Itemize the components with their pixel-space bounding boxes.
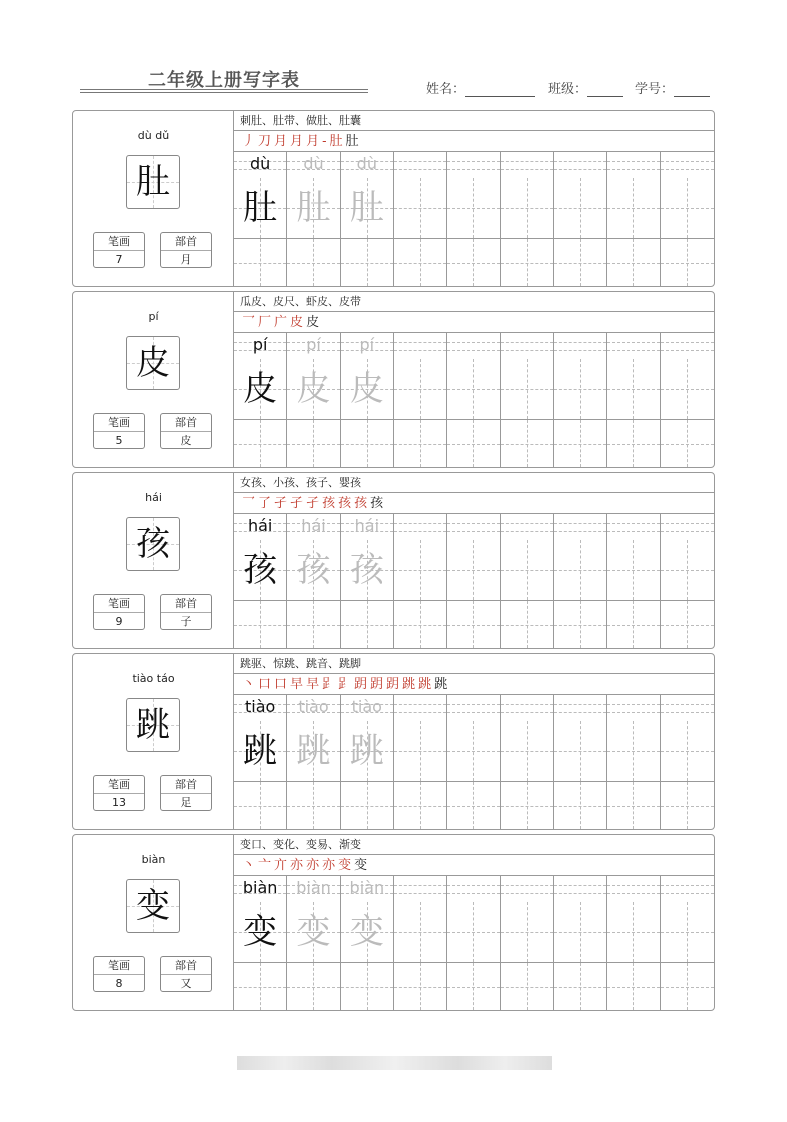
grid-character: 孩 bbox=[349, 550, 384, 590]
character-display bbox=[126, 698, 180, 752]
radical-box bbox=[160, 232, 212, 268]
title-underline bbox=[80, 89, 368, 90]
character-card bbox=[72, 291, 715, 468]
character-pinyin: pí bbox=[148, 310, 159, 323]
writing-cell[interactable] bbox=[501, 514, 554, 600]
grid-pinyin: dù bbox=[356, 154, 377, 173]
writing-cell[interactable] bbox=[607, 963, 660, 1010]
practice-panel bbox=[234, 292, 714, 467]
stroke-step: 丿 bbox=[242, 134, 259, 149]
character-glyph: 变 bbox=[136, 886, 170, 926]
stroke-step: 月- bbox=[306, 134, 330, 149]
character-display bbox=[126, 517, 180, 571]
stroke-step: 亣 bbox=[274, 858, 291, 873]
writing-cell[interactable] bbox=[287, 239, 340, 286]
stroke-count-value: 7 bbox=[115, 253, 123, 266]
writing-cell[interactable] bbox=[607, 695, 660, 781]
grid-row-pinyin bbox=[234, 152, 714, 238]
character-card bbox=[72, 472, 715, 649]
grid-row-blank bbox=[234, 238, 714, 286]
grid-character: 皮 bbox=[243, 369, 278, 409]
stroke-step: 跀 bbox=[370, 677, 387, 692]
writing-cell[interactable] bbox=[607, 601, 660, 648]
radical-label: 部首 bbox=[161, 957, 211, 975]
stroke-count-box bbox=[93, 232, 145, 268]
writing-cell[interactable] bbox=[234, 152, 287, 238]
writing-cell[interactable] bbox=[394, 876, 447, 962]
stroke-step: 跀 bbox=[354, 677, 371, 692]
writing-cell[interactable] bbox=[607, 239, 660, 286]
radical-box bbox=[160, 775, 212, 811]
grid-pinyin: tiào bbox=[245, 697, 276, 716]
character-card bbox=[72, 653, 715, 830]
writing-cell[interactable] bbox=[501, 695, 554, 781]
stroke-count-label: 笔画 bbox=[94, 414, 144, 432]
writing-cell[interactable] bbox=[554, 514, 607, 600]
writing-cell[interactable] bbox=[341, 420, 394, 467]
writing-cell[interactable] bbox=[341, 514, 394, 600]
grid-pinyin: biàn bbox=[296, 878, 331, 897]
writing-cell[interactable] bbox=[554, 695, 607, 781]
character-glyph: 肚 bbox=[136, 162, 170, 202]
stroke-step: 孩 bbox=[354, 496, 371, 511]
stroke-step: 了 bbox=[258, 496, 275, 511]
stroke-step: 变 bbox=[338, 858, 355, 873]
stroke-step: 孩 bbox=[338, 496, 355, 511]
stroke-step: 口 bbox=[274, 677, 291, 692]
writing-cell[interactable] bbox=[661, 514, 714, 600]
practice-panel bbox=[234, 835, 714, 1010]
stroke-count-box bbox=[93, 775, 145, 811]
writing-cell[interactable] bbox=[661, 601, 714, 648]
writing-cell[interactable] bbox=[447, 601, 500, 648]
writing-cell[interactable] bbox=[554, 876, 607, 962]
writing-cell[interactable] bbox=[341, 333, 394, 419]
title-underline-double bbox=[80, 92, 368, 93]
radical-box bbox=[160, 413, 212, 449]
writing-cell[interactable] bbox=[234, 420, 287, 467]
grid-pinyin: tiào bbox=[351, 697, 382, 716]
writing-cell[interactable] bbox=[287, 782, 340, 829]
writing-cell[interactable] bbox=[394, 239, 447, 286]
grid-character: 皮 bbox=[296, 369, 331, 409]
writing-cell[interactable] bbox=[394, 514, 447, 600]
grid-character: 变 bbox=[296, 912, 331, 952]
grid-character: 肚 bbox=[296, 188, 331, 228]
example-words: 刺肚、肚带、做肚、肚囊 bbox=[234, 111, 714, 131]
example-words: 瓜皮、皮尺、虾皮、皮带 bbox=[234, 292, 714, 312]
character-pinyin: tiào táo bbox=[132, 672, 175, 685]
stroke-count-box bbox=[93, 594, 145, 630]
grid-pinyin: dù bbox=[250, 154, 271, 173]
radical-value: 月 bbox=[180, 253, 192, 266]
stroke-order bbox=[234, 312, 714, 333]
stroke-step: 月 bbox=[290, 134, 307, 149]
writing-grid bbox=[234, 333, 714, 467]
writing-cell[interactable] bbox=[394, 963, 447, 1010]
stroke-count-box bbox=[93, 956, 145, 992]
grid-row-pinyin bbox=[234, 876, 714, 962]
writing-cell[interactable] bbox=[341, 782, 394, 829]
writing-cell[interactable] bbox=[661, 876, 714, 962]
writing-cell[interactable] bbox=[394, 782, 447, 829]
stroke-order bbox=[234, 493, 714, 514]
character-display bbox=[126, 336, 180, 390]
page-header bbox=[80, 62, 715, 102]
writing-cell[interactable] bbox=[394, 420, 447, 467]
character-card bbox=[72, 834, 715, 1011]
stroke-step: 孑 bbox=[306, 496, 323, 511]
page-title: 二年级上册写字表 bbox=[148, 70, 300, 91]
writing-cell[interactable] bbox=[287, 514, 340, 600]
stroke-step: 亦 bbox=[322, 858, 339, 873]
character-info-panel bbox=[73, 292, 234, 467]
writing-cell[interactable] bbox=[234, 782, 287, 829]
grid-row-pinyin bbox=[234, 333, 714, 419]
writing-cell[interactable] bbox=[501, 782, 554, 829]
writing-grid bbox=[234, 514, 714, 648]
grid-pinyin: pí bbox=[306, 335, 321, 354]
stroke-step: 丶 bbox=[242, 677, 259, 692]
number-field[interactable] bbox=[635, 78, 710, 97]
writing-cell[interactable] bbox=[447, 514, 500, 600]
character-info-panel bbox=[73, 473, 234, 648]
radical-label: 部首 bbox=[161, 414, 211, 432]
character-card bbox=[72, 110, 715, 287]
writing-cell[interactable] bbox=[341, 152, 394, 238]
writing-cell[interactable] bbox=[447, 152, 500, 238]
character-pinyin: biàn bbox=[141, 853, 166, 866]
writing-cell[interactable] bbox=[234, 239, 287, 286]
stroke-step: 早 bbox=[290, 677, 307, 692]
writing-cell[interactable] bbox=[234, 514, 287, 600]
stroke-step: 孩 bbox=[322, 496, 339, 511]
stroke-step: 亦 bbox=[290, 858, 307, 873]
radical-label: 部首 bbox=[161, 776, 211, 794]
grid-character: 皮 bbox=[349, 369, 384, 409]
grid-row-pinyin bbox=[234, 695, 714, 781]
writing-cell[interactable] bbox=[607, 876, 660, 962]
stroke-count-label: 笔画 bbox=[94, 233, 144, 251]
writing-cell[interactable] bbox=[341, 239, 394, 286]
character-info-panel bbox=[73, 835, 234, 1010]
radical-label: 部首 bbox=[161, 233, 211, 251]
writing-cell[interactable] bbox=[447, 963, 500, 1010]
writing-cell[interactable] bbox=[501, 601, 554, 648]
writing-cell[interactable] bbox=[341, 695, 394, 781]
radical-value: 足 bbox=[180, 796, 192, 809]
writing-cell[interactable] bbox=[661, 239, 714, 286]
writing-cell[interactable] bbox=[394, 152, 447, 238]
stroke-count-label: 笔画 bbox=[94, 957, 144, 975]
stroke-step: 肚 bbox=[345, 134, 362, 149]
writing-grid bbox=[234, 695, 714, 829]
stroke-step: 𧾷 bbox=[338, 677, 355, 692]
writing-cell[interactable] bbox=[501, 876, 554, 962]
practice-panel bbox=[234, 473, 714, 648]
stroke-step: 亦 bbox=[306, 858, 323, 873]
stroke-count-box bbox=[93, 413, 145, 449]
grid-character: 跳 bbox=[243, 731, 278, 771]
stroke-order bbox=[234, 131, 714, 152]
radical-box bbox=[160, 594, 212, 630]
stroke-count-value: 5 bbox=[115, 434, 123, 447]
writing-cell[interactable] bbox=[607, 152, 660, 238]
stroke-step: 孑 bbox=[290, 496, 307, 511]
stroke-step: 乛 bbox=[242, 496, 259, 511]
writing-cell[interactable] bbox=[287, 963, 340, 1010]
grid-character: 变 bbox=[243, 912, 278, 952]
radical-label: 部首 bbox=[161, 595, 211, 613]
stroke-count-label: 笔画 bbox=[94, 776, 144, 794]
writing-cell[interactable] bbox=[554, 601, 607, 648]
stroke-count-label: 笔画 bbox=[94, 595, 144, 613]
grid-pinyin: hái bbox=[354, 516, 380, 535]
writing-cell[interactable] bbox=[554, 239, 607, 286]
writing-cell[interactable] bbox=[341, 601, 394, 648]
writing-cell[interactable] bbox=[501, 420, 554, 467]
grid-pinyin: pí bbox=[252, 335, 268, 354]
grid-row-blank bbox=[234, 781, 714, 829]
writing-cell[interactable] bbox=[234, 963, 287, 1010]
grid-character: 孩 bbox=[296, 550, 331, 590]
name-field[interactable] bbox=[426, 78, 535, 97]
stroke-count-value: 8 bbox=[115, 977, 123, 990]
writing-cell[interactable] bbox=[234, 876, 287, 962]
writing-cell[interactable] bbox=[554, 963, 607, 1010]
stroke-step: 变 bbox=[354, 858, 371, 873]
example-words: 变口、变化、变易、渐变 bbox=[234, 835, 714, 855]
grid-character: 孩 bbox=[243, 550, 278, 590]
writing-cell[interactable] bbox=[341, 876, 394, 962]
stroke-step: 跳 bbox=[418, 677, 435, 692]
writing-cell[interactable] bbox=[501, 963, 554, 1010]
writing-cell[interactable] bbox=[287, 152, 340, 238]
writing-cell[interactable] bbox=[607, 333, 660, 419]
character-display bbox=[126, 879, 180, 933]
character-display bbox=[126, 155, 180, 209]
grid-row-blank bbox=[234, 962, 714, 1010]
writing-cell[interactable] bbox=[394, 695, 447, 781]
class-label: 班级： bbox=[548, 82, 588, 97]
stroke-step: 厂 bbox=[258, 315, 275, 330]
writing-cell[interactable] bbox=[554, 782, 607, 829]
class-blank[interactable] bbox=[587, 83, 623, 97]
writing-cell[interactable] bbox=[554, 333, 607, 419]
grid-pinyin: hái bbox=[247, 516, 273, 535]
grid-pinyin: dù bbox=[303, 154, 324, 173]
name-label: 姓名： bbox=[426, 82, 466, 97]
grid-row-pinyin bbox=[234, 514, 714, 600]
number-label: 学号： bbox=[635, 82, 675, 97]
writing-cell[interactable] bbox=[447, 239, 500, 286]
writing-grid bbox=[234, 876, 714, 1010]
writing-cell[interactable] bbox=[234, 695, 287, 781]
stroke-step: 孑 bbox=[274, 496, 291, 511]
writing-cell[interactable] bbox=[447, 333, 500, 419]
writing-cell[interactable] bbox=[661, 333, 714, 419]
character-pinyin: dù dǔ bbox=[137, 129, 170, 142]
grid-character: 肚 bbox=[349, 188, 384, 228]
grid-pinyin: tiào bbox=[298, 697, 329, 716]
stroke-step: 𧾷 bbox=[322, 677, 339, 692]
class-field[interactable] bbox=[548, 78, 623, 97]
writing-cell[interactable] bbox=[394, 333, 447, 419]
grid-row-blank bbox=[234, 600, 714, 648]
character-glyph: 跳 bbox=[136, 705, 170, 745]
character-glyph: 皮 bbox=[136, 343, 170, 383]
writing-cell[interactable] bbox=[501, 333, 554, 419]
writing-cell[interactable] bbox=[661, 695, 714, 781]
writing-cell[interactable] bbox=[661, 152, 714, 238]
grid-character: 肚 bbox=[243, 188, 278, 228]
stroke-count-value: 9 bbox=[115, 615, 123, 628]
character-glyph: 孩 bbox=[136, 524, 170, 564]
grid-pinyin: biàn bbox=[349, 878, 385, 897]
grid-row-blank bbox=[234, 419, 714, 467]
stroke-step: 乛 bbox=[242, 315, 259, 330]
character-info-panel bbox=[73, 654, 234, 829]
stroke-step: 孩 bbox=[370, 496, 387, 511]
writing-cell[interactable] bbox=[554, 420, 607, 467]
radical-value: 又 bbox=[180, 977, 192, 990]
writing-cell[interactable] bbox=[501, 152, 554, 238]
writing-cell[interactable] bbox=[341, 963, 394, 1010]
writing-cell[interactable] bbox=[661, 782, 714, 829]
stroke-step: 肚 bbox=[329, 134, 346, 149]
stroke-step: 丶 bbox=[242, 858, 259, 873]
stroke-step: 跳 bbox=[402, 677, 419, 692]
grid-character: 跳 bbox=[349, 731, 384, 771]
writing-cell[interactable] bbox=[287, 601, 340, 648]
stroke-step: 月 bbox=[274, 134, 291, 149]
writing-cell[interactable] bbox=[447, 695, 500, 781]
example-words: 女孩、小孩、孩子、婴孩 bbox=[234, 473, 714, 493]
practice-panel bbox=[234, 111, 714, 286]
stroke-order bbox=[234, 855, 714, 876]
writing-cell[interactable] bbox=[234, 333, 287, 419]
grid-pinyin: pí bbox=[359, 335, 375, 354]
name-blank[interactable] bbox=[465, 83, 535, 97]
stroke-step: 早 bbox=[306, 677, 323, 692]
radical-value: 皮 bbox=[180, 434, 192, 447]
writing-cell[interactable] bbox=[287, 420, 340, 467]
writing-cell[interactable] bbox=[447, 876, 500, 962]
stroke-step: 广 bbox=[274, 315, 291, 330]
grid-pinyin: biàn bbox=[242, 878, 278, 897]
grid-pinyin: hái bbox=[301, 516, 326, 535]
writing-cell[interactable] bbox=[501, 239, 554, 286]
writing-cell[interactable] bbox=[287, 333, 340, 419]
stroke-step: 口 bbox=[258, 677, 275, 692]
stroke-step: 刀 bbox=[258, 134, 275, 149]
example-words: 跳驱、惊跳、跳音、跳脚 bbox=[234, 654, 714, 674]
stroke-step: 跳 bbox=[434, 677, 451, 692]
stroke-step: 皮 bbox=[306, 315, 323, 330]
writing-cell[interactable] bbox=[607, 514, 660, 600]
practice-panel bbox=[234, 654, 714, 829]
number-blank[interactable] bbox=[674, 83, 710, 97]
writing-cell[interactable] bbox=[554, 152, 607, 238]
stroke-order bbox=[234, 674, 714, 695]
character-info-panel bbox=[73, 111, 234, 286]
character-pinyin: hái bbox=[145, 491, 162, 504]
radical-value: 子 bbox=[180, 615, 192, 628]
stroke-count-value: 13 bbox=[112, 796, 126, 809]
stroke-step: 皮 bbox=[290, 315, 307, 330]
grid-character: 变 bbox=[349, 912, 384, 952]
blurred-watermark bbox=[237, 1056, 552, 1070]
writing-cell[interactable] bbox=[661, 963, 714, 1010]
grid-character: 跳 bbox=[296, 731, 331, 771]
writing-grid bbox=[234, 152, 714, 286]
writing-cell[interactable] bbox=[607, 782, 660, 829]
writing-cell[interactable] bbox=[447, 420, 500, 467]
radical-box bbox=[160, 956, 212, 992]
writing-cell[interactable] bbox=[234, 601, 287, 648]
writing-cell[interactable] bbox=[607, 420, 660, 467]
writing-cell[interactable] bbox=[661, 420, 714, 467]
stroke-step: 亠 bbox=[258, 858, 275, 873]
writing-cell[interactable] bbox=[447, 782, 500, 829]
writing-cell[interactable] bbox=[394, 601, 447, 648]
stroke-step: 跀 bbox=[386, 677, 403, 692]
writing-cell[interactable] bbox=[287, 876, 340, 962]
writing-cell[interactable] bbox=[287, 695, 340, 781]
